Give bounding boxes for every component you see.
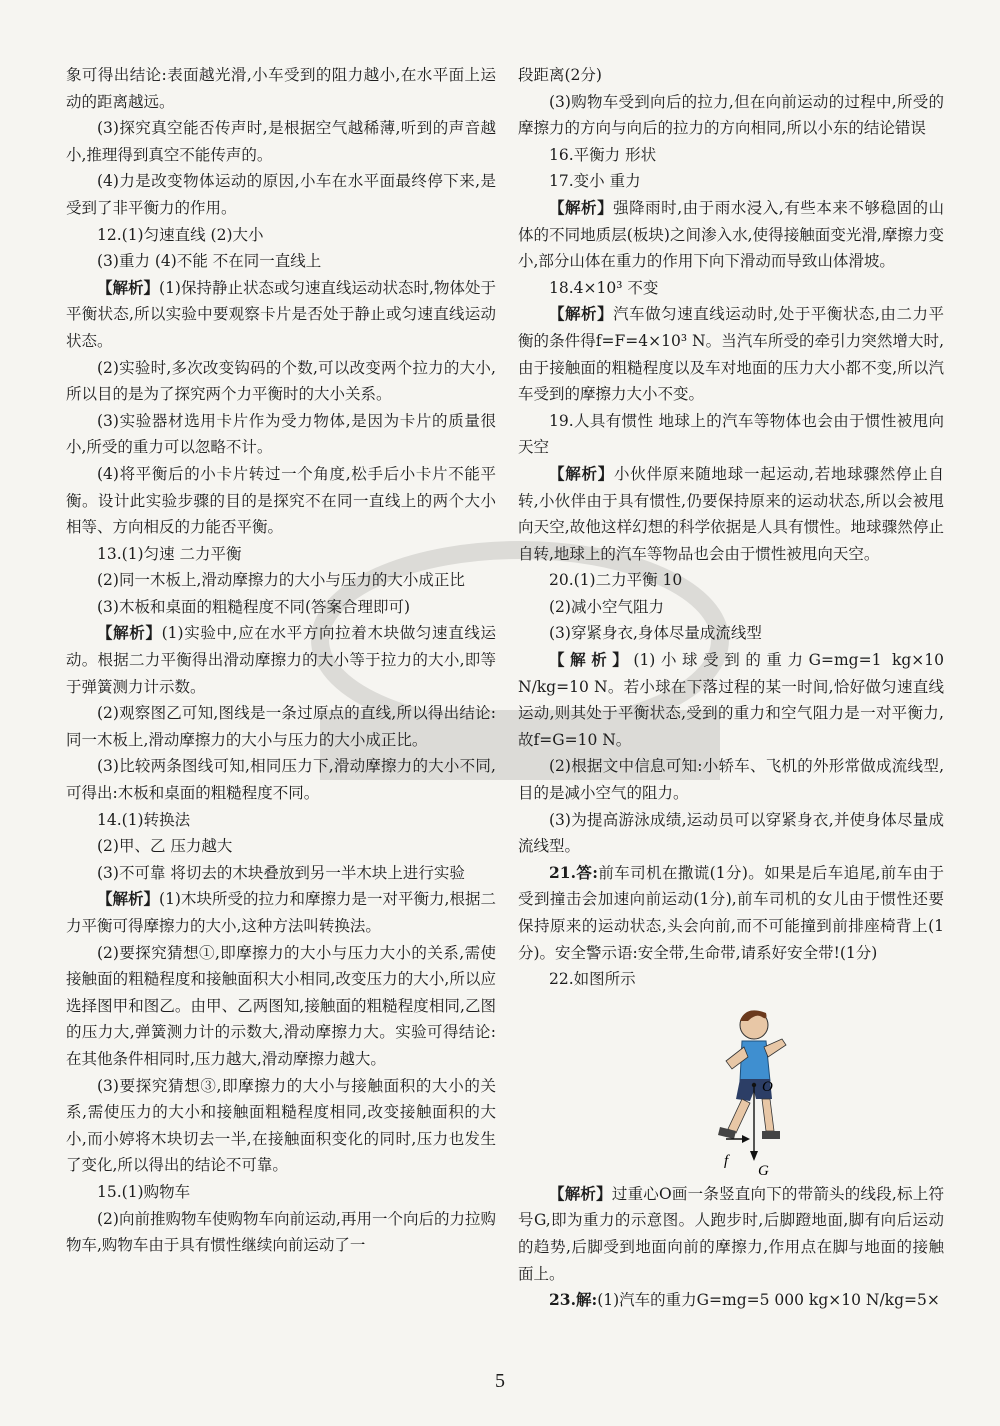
- runner-force-diagram: [518, 999, 944, 1179]
- answer-paragraph: 象可得出结论:表面越光滑,小车受到的阻力越小,在水平面上运动的距离越远。: [66, 66, 496, 111]
- answer-paragraph: (2)减小空气阻力: [549, 597, 664, 616]
- analysis-paragraph: 【解析】(1)实验中,应在水平方向拉着木块做匀速直线运动。根据二力平衡得出滑动摩擦力的大小等于拉力的大小,即等于弹簧测力计示数。: [66, 623, 496, 696]
- answer-paragraph: (3)木板和桌面的粗糙程度不同(答案合理即可): [97, 597, 411, 616]
- right-column: [518, 62, 944, 1314]
- analysis-tag: 【解析】: [549, 197, 614, 217]
- runner-leg-back: [728, 1099, 750, 1133]
- answer-paragraph: (2)观察图乙可知,图线是一条过原点的直线,所以得出结论:同一木板上,滑动摩擦力的大小与压力的大小成正比。: [66, 704, 496, 749]
- analysis-paragraph: 【解析】(1)木块所受的拉力和摩擦力是一对平衡力,根据二力平衡可得摩擦力的大小,这种方法叫转换法。: [66, 889, 496, 935]
- answer-paragraph: 20.(1)二力平衡 10: [549, 571, 683, 590]
- analysis-tag: 【解析】: [549, 650, 634, 670]
- answer-paragraph: (3)要探究猜想③,即摩擦力的大小与接触面积的大小的关系,需使压力的大小和接触面粗糙程度相同,改变接触面积的大小,而小婷将木块切去一半,在接触面积变化的同时,压力也发生了变化,所以得出的结论不可靠。: [66, 1076, 496, 1175]
- analysis-tag: 【解析】: [97, 889, 160, 909]
- answer-paragraph: (2)根据文中信息可知:小轿车、飞机的外形常做成流线型,目的是减小空气的阻力。: [518, 757, 944, 803]
- answer-paragraph: 19.人具有惯性 地球上的汽车等物体也会由于惯性被甩向天空: [518, 411, 944, 457]
- label-O: O: [762, 1078, 773, 1095]
- answer-paragraph: (3)购物车受到向后的拉力,但在向前运动的过程中,所受的摩擦力的方向与向后的拉力的方向相同,所以小东的结论错误: [518, 92, 944, 138]
- answer-paragraph: 12.(1)匀速直线 (2)大小: [97, 225, 264, 244]
- answer-tag: 21.答:: [549, 862, 598, 882]
- answer-paragraph: 18.4×10³ 不变: [549, 278, 659, 297]
- label-G: G: [758, 1162, 769, 1179]
- answer-paragraph: 21.答:前车司机在撒谎(1分)。如果是后车追尾,前车由于受到撞击会加速向前运动(1分),前车司机的女儿由于惯性还要保持原来的运动状态,头会向前,而不可能撞到前排座椅背上(1分)。安全警示语:安全带,生命带,请系好安全带!(1分): [518, 862, 944, 962]
- answer-paragraph: 14.(1)转换法: [97, 810, 191, 829]
- analysis-tag: 【解析】: [549, 463, 615, 483]
- analysis-paragraph: 【解析】小伙伴原来随地球一起运动,若地球骤然停止自转,小伙伴由于具有惯性,仍要保持原来的运动状态,所以会被甩向天空,故他这样幻想的科学依据是人具有惯性。地球骤然停止自转,地球上的汽车等物品也会由于惯性被甩向天空。: [518, 463, 944, 563]
- answer-paragraph: (4)将平衡后的小卡片转过一个角度,松手后小卡片不能平衡。设计此实验步骤的目的是探究不在同一直线上的两个大小相等、方向相反的力能否平衡。: [66, 464, 496, 537]
- page-number: 5: [495, 1370, 505, 1392]
- answer-paragraph: 22.如图所示: [549, 970, 636, 989]
- answer-paragraph: (2)同一木板上,滑动摩擦力的大小与压力的大小成正比: [97, 571, 465, 590]
- gravity-arrowhead: [750, 1151, 758, 1161]
- answer-paragraph: (2)要探究猜想①,即摩擦力的大小与压力大小的关系,需使接触面的粗糙程度和接触面积大小相同,改变压力的大小,所以应选择图甲和图乙。由甲、乙两图知,接触面的粗糙程度相同,乙图的压力大,弹簧测力计的示数大,滑动摩擦力大。实验可得结论:在其他条件相同时,压力越大,滑动摩擦力越大。: [66, 943, 496, 1068]
- left-column: [66, 62, 496, 1259]
- answer-paragraph: 23.解:(1)汽车的重力G=mg=5 000 kg×10 N/kg=5×: [549, 1290, 940, 1310]
- answer-paragraph: (2)实验时,多次改变钩码的个数,可以改变两个拉力的大小,所以目的是为了探究两个力平衡时的大小关系。: [66, 358, 496, 404]
- runner-shoe-front: [762, 1131, 780, 1139]
- analysis-tag: 【解析】: [97, 277, 160, 297]
- answer-paragraph: 段距离(2分): [518, 66, 602, 84]
- answer-paragraph: (3)不可靠 将切去的木块叠放到另一半木块上进行实验: [97, 863, 465, 882]
- answer-paragraph: (2)向前推购物车使购物车向前运动,再用一个向后的力拉购物车,购物车由于具有惯性继续向前运动了一: [66, 1209, 496, 1255]
- analysis-paragraph: 【解析】(1)保持静止状态或匀速直线运动状态时,物体处于平衡状态,所以实验中要观察卡片是否处于静止或匀速直线运动状态。: [66, 277, 496, 350]
- analysis-tag: 【解析】: [549, 304, 614, 324]
- analysis-paragraph: 【解析】强降雨时,由于雨水浸入,有些本来不够稳固的山体的不同地质层(板块)之间渗入水,使得接触面变光滑,摩擦力变小,部分山体在重力的作用下向下滑动而导致山体滑坡。: [518, 197, 944, 271]
- answer-paragraph: (2)甲、乙 压力越大: [97, 837, 233, 856]
- answer-paragraph: (4)力是改变物体运动的原因,小车在水平面最终停下来,是受到了非平衡力的作用。: [66, 172, 496, 217]
- answer-paragraph: 17.变小 重力: [549, 172, 641, 191]
- answer-paragraph: (3)穿紧身衣,身体尽量成流线型: [549, 624, 762, 643]
- answer-paragraph: (3)实验器材选用卡片作为受力物体,是因为卡片的质量很小,所受的重力可以忽略不计。: [66, 411, 496, 457]
- answer-paragraph: (3)探究真空能否传声时,是根据空气越稀薄,听到的声音越小,推理得到真空不能传声的。: [66, 119, 496, 164]
- runner-figure: [706, 999, 806, 1179]
- answer-paragraph: (3)比较两条图线可知,相同压力下,滑动摩擦力的大小不同,可得出:木板和桌面的粗糙程度不同。: [66, 757, 496, 803]
- answer-paragraph: (3)重力 (4)不能 不在同一直线上: [97, 252, 322, 271]
- answer-paragraph: 16.平衡力 形状: [549, 145, 657, 164]
- analysis-paragraph: 【解析】(1)小球受到的重力G=mg=1 kg×10 N/kg=10 N。若小球在下落过程的某一时间,恰好做匀速直线运动,则其处于平衡状态,受到的重力和空气阻力是一对平衡力,故f=G=10 N。: [518, 650, 944, 749]
- analysis-paragraph: 【解析】汽车做匀速直线运动时,处于平衡状态,由二力平衡的条件得f=F=4×10³ N。当汽车所受的牵引力突然增大时,由于接触面的粗糙程度以及车对地面的压力大小都不变,所以汽车受到的摩擦力大小不变。: [518, 304, 944, 404]
- analysis-tag: 【解析】: [549, 1183, 612, 1203]
- answer-paragraph: (3)为提高游泳成绩,运动员可以穿紧身衣,并使身体尽量成流线型。: [518, 810, 944, 856]
- friction-arrowhead: [742, 1135, 750, 1143]
- label-f: f: [724, 1152, 729, 1169]
- runner-leg-front: [762, 1099, 774, 1131]
- runner-arm-front: [764, 1039, 786, 1057]
- answer-paragraph: 15.(1)购物车: [97, 1182, 191, 1201]
- answer-tag: 23.解:: [549, 1290, 598, 1310]
- analysis-paragraph: 【解析】过重心O画一条竖直向下的带箭头的线段,标上符号G,即为重力的示意图。人跑步时,后脚蹬地面,脚有向后运动的趋势,后脚受到地面向前的摩擦力,作用点在脚与地面的接触面上。: [518, 1183, 944, 1283]
- analysis-tag: 【解析】: [97, 623, 162, 643]
- answer-paragraph: 13.(1)匀速 二力平衡: [97, 544, 242, 563]
